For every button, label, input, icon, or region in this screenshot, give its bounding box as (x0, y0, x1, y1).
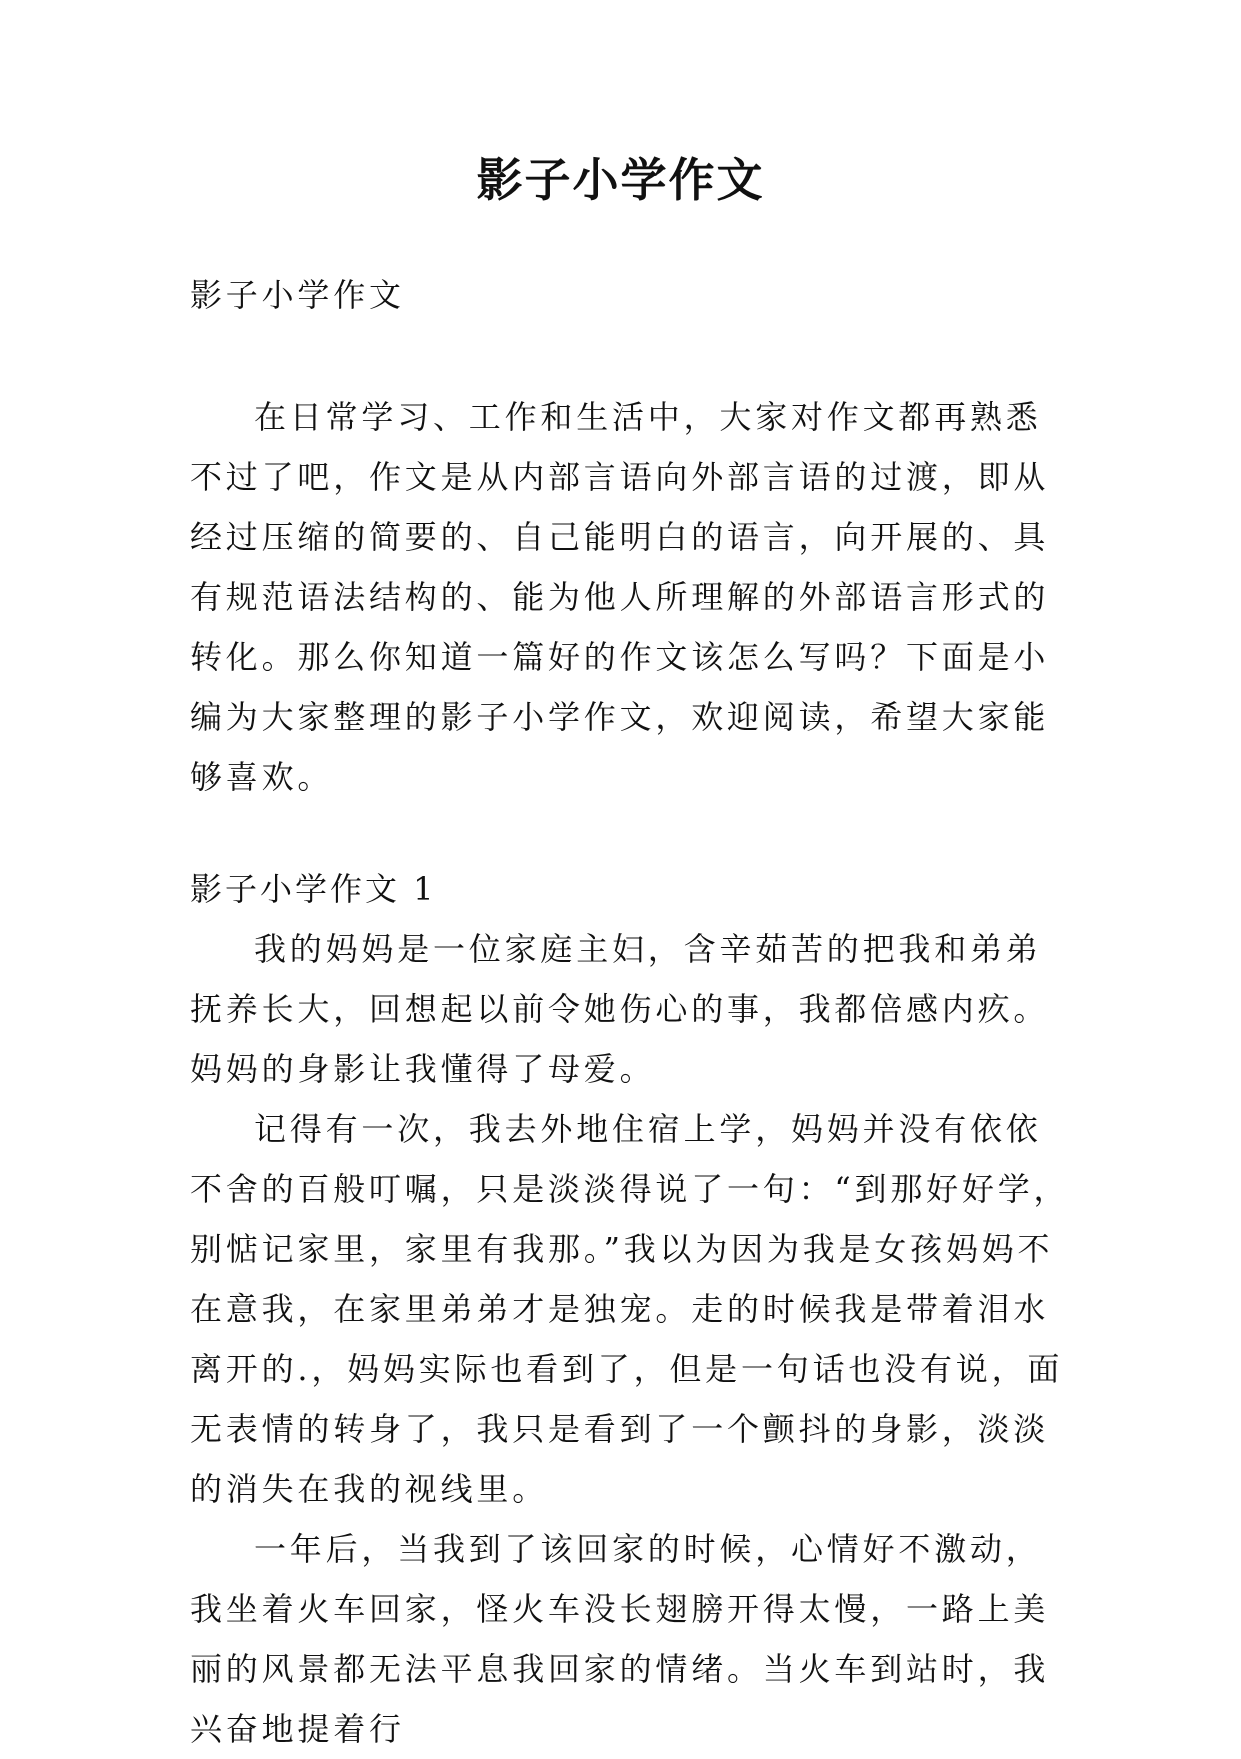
document-subtitle: 影子小学作文 (190, 276, 405, 314)
section-heading: 影子小学作文 1 (190, 870, 437, 908)
body-paragraph: 我的妈妈是一位家庭主妇，含辛茹苦的把我和弟弟抚养长大，回想起以前令她伤心的事，我都倍感内疚。妈妈的身影让我懂得了母爱。 (190, 930, 1050, 1088)
body-paragraph: 一年后，当我到了该回家的时候，心情好不激动，我坐着火车回家，怪火车没长翅膀开得太慢，一路上美丽的风景都无法平息我回家的情绪。当火车到站时，我兴奋地提着行 (190, 1530, 1050, 1748)
body-paragraph: 记得有一次，我去外地住宿上学，妈妈并没有依依不舍的百般叮嘱，只是淡淡得说了一句：“到那好好学，别惦记家里，家里有我那。”我以为因为我是女孩妈妈不在意我，在家里弟弟才是独宠。走的时候我是带着泪水离开的.，妈妈实际也看到了，但是一句话也没有说，面无表情的转身了，我只是看到了一个颤抖的身影，淡淡的消失在我的视线里。 (190, 1110, 1070, 1508)
document-title: 影子小学作文 (476, 153, 765, 207)
intro-paragraph: 在日常学习、工作和生活中，大家对作文都再熟悉不过了吧，作文是从内部言语向外部言语的过渡，即从经过压缩的简要的、自己能明白的语言，向开展的、具有规范语法结构的、能为他人所理解的外部语言形式的转化。那么你知道一篇好的作文该怎么写吗？下面是小编为大家整理的影子小学作文，欢迎阅读，希望大家能够喜欢。 (190, 398, 1050, 796)
document-body (190, 265, 1070, 1759)
